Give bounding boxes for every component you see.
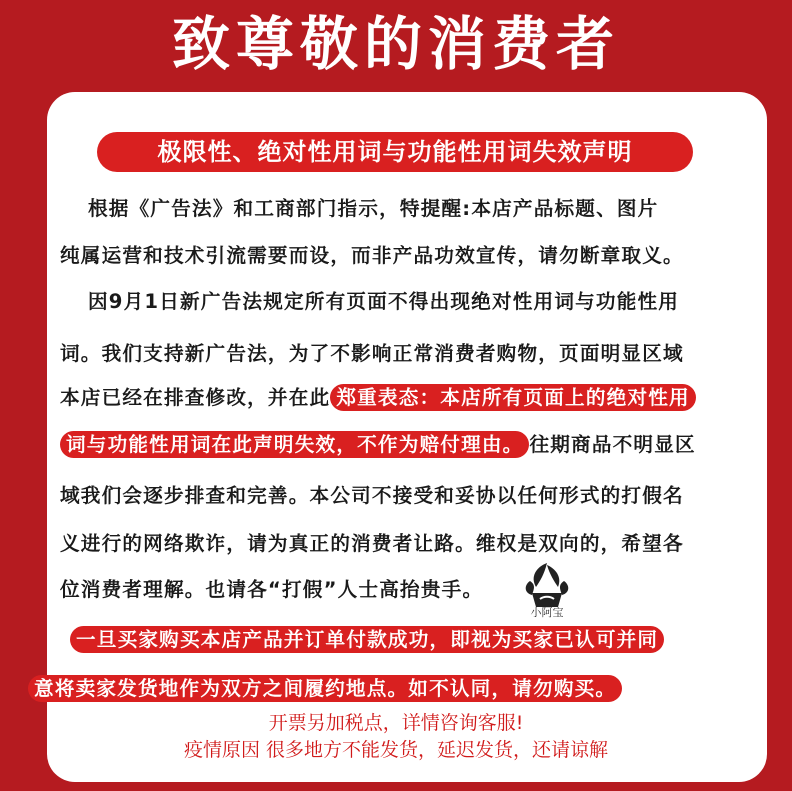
paragraph-line — [60, 385, 760, 411]
highlight-text: 词与功能性用词在此声明失效，不作为赔付理由。 — [60, 431, 529, 458]
paragraph-text: 往期商品不明显区 — [529, 433, 696, 456]
footer-line: 疫情原因 很多地方不能发货，延迟发货，还请谅解 — [183, 739, 609, 761]
page-title: 致尊敬的消费者 — [171, 10, 620, 78]
paragraph-line — [70, 627, 770, 653]
footer-line: 开票另加税点，详情咨询客服! — [268, 712, 524, 734]
paragraph-line: 词。我们支持新广告法，为了不影响正常消费者购物，页面明显区域 — [60, 342, 684, 365]
paragraph-line: 纯属运营和技术引流需要而设，而非产品功效宣传，请勿断章取义。 — [60, 244, 684, 267]
paragraph-text: 本店已经在排查修改，并在此 — [60, 386, 331, 409]
highlight-text: 一旦买家购买本店产品并订单付款成功，即视为买家已认可并同 — [70, 626, 664, 653]
paragraph-line: 义进行的网络欺诈，请为真正的消费者让路。维权是双向的，希望各 — [60, 532, 684, 555]
paragraph-line: 域我们会逐步排查和完善。本公司不接受和妥协以任何形式的打假名 — [60, 484, 684, 507]
highlight-text: 意将卖家发货地作为双方之间履约地点。如不认同，请勿购买。 — [28, 675, 622, 702]
paragraph-line — [28, 676, 728, 702]
paragraph-line: 位消费者理解。也请各“打假”人士高抬贵手。 — [60, 578, 484, 601]
paragraph-line: 因9月1日新广告法规定所有页面不得出现绝对性用词与功能性用 — [88, 290, 680, 313]
notice-banner: 极限性、绝对性用词与功能性用词失效声明 — [97, 132, 693, 172]
logo-caption: 小阿宝 — [530, 606, 564, 619]
paragraph-line: 根据《广告法》和工商部门指示，特提醒:本店产品标题、图片 — [88, 197, 659, 220]
paragraph-line — [60, 432, 760, 458]
highlight-text: 郑重表态：本店所有页面上的绝对性用 — [330, 384, 696, 411]
